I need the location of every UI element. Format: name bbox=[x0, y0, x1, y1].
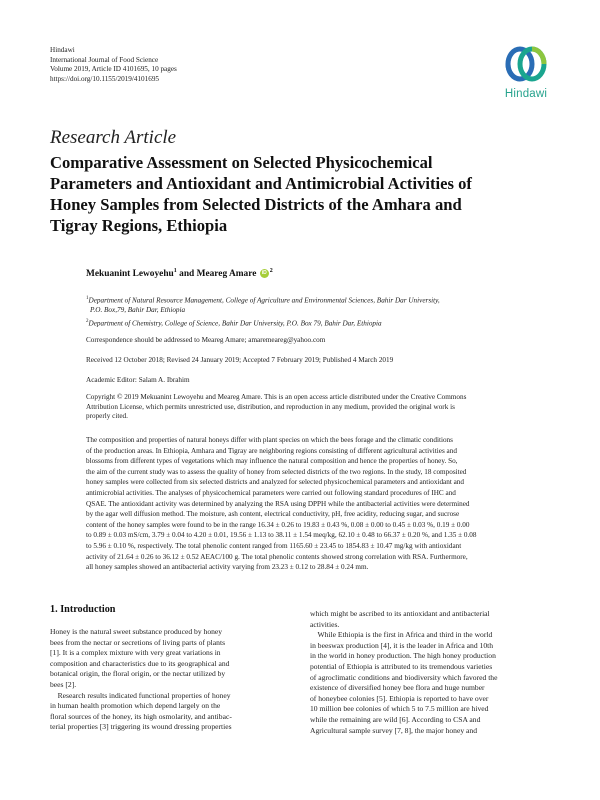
abstract-line: all honey samples showed an antibacterial activity varying from 23.23 ± 0.12 to 28.84 ± 0.24 mm. bbox=[86, 563, 369, 572]
body-line: botanical origin, the floral origin, or the nectar utilized by bbox=[50, 669, 226, 679]
affiliation-number: 2 bbox=[86, 319, 89, 324]
copyright-line: properly cited. bbox=[86, 412, 128, 421]
copyright-line: Attribution License, which permits unrestricted use, distribution, and reproduction in any medium, provided the original work is bbox=[86, 402, 455, 411]
abstract-line: content of the honey samples were found to be in the range 16.34 ± 0.26 to 19.83 ± 0.43 %, 0.08 ± 0.00 to 0.45 ± 0.03 %, 0.19 ± 0.00 bbox=[86, 520, 470, 529]
article-title bbox=[50, 152, 560, 236]
affiliation-2 bbox=[86, 317, 382, 329]
body-line: of agroclimatic conditions and biodiversity which favored the bbox=[310, 672, 498, 682]
intro-left-column bbox=[50, 627, 294, 733]
abstract bbox=[86, 435, 552, 573]
body-line: bees from the nectar or secretions of living parts of plants bbox=[50, 637, 226, 647]
affiliation-marker: 1 bbox=[173, 268, 177, 274]
section-heading: 1. Introduction bbox=[50, 604, 116, 615]
article-type: Research Article bbox=[50, 127, 177, 148]
body-line: 10 million bee colonies of which 5 to 7.5 million are hived bbox=[310, 704, 489, 714]
intro-right-column bbox=[310, 609, 554, 736]
abstract-line: QSAE. The antioxidant activity was determined by analyzing the RSA using DPPH while the antibacterial activities were determined bbox=[86, 499, 470, 508]
correspondence: Correspondence should be addressed to Meareg Amare; amaremeareg@yahoo.com bbox=[86, 336, 326, 344]
author-name[interactable]: Mekuanint Lewoyehu bbox=[86, 269, 174, 280]
orcid-icon[interactable]: iD bbox=[261, 270, 267, 277]
body-line: while the remaining are wild [6]. According to CSA and bbox=[310, 714, 481, 724]
body-line: While Ethiopia is the first in Africa and third in the world bbox=[310, 630, 493, 640]
abstract-line: the aim of the current study was to assess the quality of honey from selected districts of the two regions. In the study, 18 composited bbox=[86, 467, 467, 476]
affiliation-text: P.O. Box,79, Bahir Dar, Ethiopia bbox=[90, 305, 186, 314]
journal-name: International Journal of Food Science bbox=[50, 55, 159, 64]
hindawi-logo-icon bbox=[503, 42, 549, 86]
abstract-line: by the agar well diffusion method. The moisture, ash content, electrical conductivity, pH, free acidity, reducing sugar, and sucrose bbox=[86, 510, 460, 519]
hindawi-logo bbox=[496, 42, 556, 104]
author-connector: and bbox=[176, 269, 197, 280]
doi-link[interactable]: https://doi.org/10.1155/2019/4101695 bbox=[50, 74, 160, 83]
abstract-line: The composition and properties of natural honeys differ with plant species on which the bees forage and the climatic conditions bbox=[86, 436, 453, 444]
body-line: in beeswax production [4], it is the leader in Africa and 10th bbox=[310, 640, 494, 650]
publisher-name: Hindawi bbox=[50, 46, 75, 54]
affiliation-marker: 2 bbox=[269, 268, 273, 274]
copyright-notice bbox=[86, 393, 552, 422]
title-line: Parameters and Antioxidant and Antimicrobial Activities of bbox=[50, 174, 472, 193]
abstract-line: antimicrobial activities. The analyses of physicochemical parameters were carried out following standard procedures of IHC and bbox=[86, 488, 456, 497]
body-line: in the world in honey production. The high honey production bbox=[310, 651, 496, 661]
volume-info: Volume 2019, Article ID 4101695, 10 pages bbox=[50, 65, 177, 73]
logo-wordmark: Hindawi bbox=[504, 88, 548, 100]
body-line: Research results indicated functional properties of honey bbox=[50, 690, 231, 700]
article-dates: Received 12 October 2018; Revised 24 January 2019; Accepted 7 February 2019; Published 4 March 2019 bbox=[86, 356, 394, 364]
body-line: in human health promotion which depend largely on the bbox=[50, 701, 221, 711]
title-line: Tigray Regions, Ethiopia bbox=[50, 216, 228, 235]
copyright-line: Copyright © 2019 Mekuanint Lewoyehu and Meareg Amare. This is an open access article distributed under the Creative Commons bbox=[86, 393, 467, 401]
abstract-line: to 0.89 ± 0.03 mS/cm, 3.79 ± 0.04 to 4.20 ± 0.01, 19.56 ± 1.13 to 38.11 ± 1.54 meq/kg, 62.10 ± 0.48 to 66.37 ± 0.20 %, and 1.35 ± 0.08 bbox=[86, 531, 477, 540]
abstract-line: honey samples were collected from six selected districts and analyzed for selected physicochemical parameters and antioxidant and bbox=[86, 478, 464, 487]
body-line: Agricultural sample survey [7, 8], the major honey and bbox=[310, 725, 478, 735]
affiliation-text: Department of Natural Resource Management, College of Agriculture and Environmental Sciences, Bahir Dar University, bbox=[88, 296, 440, 305]
body-line: which might be ascribed to its antioxidant and antibacterial bbox=[310, 609, 490, 618]
abstract-line: blossoms from different types of vegetations which may influence the natural composition and hence the properties of honey. So, bbox=[86, 457, 458, 466]
academic-editor: Academic Editor: Salam A. Ibrahim bbox=[86, 376, 190, 384]
title-line: Honey Samples from Selected Districts of the Amhara and bbox=[50, 195, 462, 214]
affiliation-1 bbox=[86, 294, 440, 315]
author-list bbox=[86, 268, 273, 279]
title-line: Comparative Assessment on Selected Physicochemical bbox=[50, 153, 433, 172]
abstract-line: to 5.96 ± 0.10 %, respectively. The total phenolic content ranged from 1165.60 ± 23.45 to 1854.83 ± 10.47 mg/kg with antioxidant bbox=[86, 541, 462, 550]
affiliation-text: Department of Chemistry, College of Science, Bahir Dar University, P.O. Box 79, Bahir Dar, Ethiopia bbox=[88, 319, 382, 328]
abstract-line: activity of 21.64 ± 0.26 to 36.12 ± 0.52 AEAC/100 g. The total phenolic contents showed strong correlation with RSA. Furthermore, bbox=[86, 552, 468, 561]
body-line: Honey is the natural sweet substance produced by honey bbox=[50, 627, 223, 636]
body-line: [1]. It is a complex mixture with very great variations in bbox=[50, 648, 221, 658]
body-line: composition and characteristics due to its geographical and bbox=[50, 658, 230, 668]
body-line: existence of diversified honey bee flora and huge number bbox=[310, 683, 485, 693]
body-line: bees [2]. bbox=[50, 679, 77, 689]
body-line: terial properties [3] triggering its wound dressing properties bbox=[50, 722, 232, 732]
affiliation-number: 1 bbox=[86, 296, 89, 301]
body-line: potential of Ethiopia is attributed to its tremendous varieties bbox=[310, 661, 493, 671]
author-name[interactable]: Meareg Amare bbox=[196, 269, 257, 280]
abstract-line: of the production areas. In Ethiopia, Amhara and Tigray are neighboring regions consisting of different agricultural activities and bbox=[86, 446, 457, 455]
body-line: activities. bbox=[310, 619, 340, 629]
journal-info bbox=[50, 46, 177, 84]
body-line: floral sources of the honey, its high osmolarity, and antibac- bbox=[50, 711, 232, 721]
body-line: of honeybee colonies [5]. Ethiopia is reported to have over bbox=[310, 693, 489, 703]
